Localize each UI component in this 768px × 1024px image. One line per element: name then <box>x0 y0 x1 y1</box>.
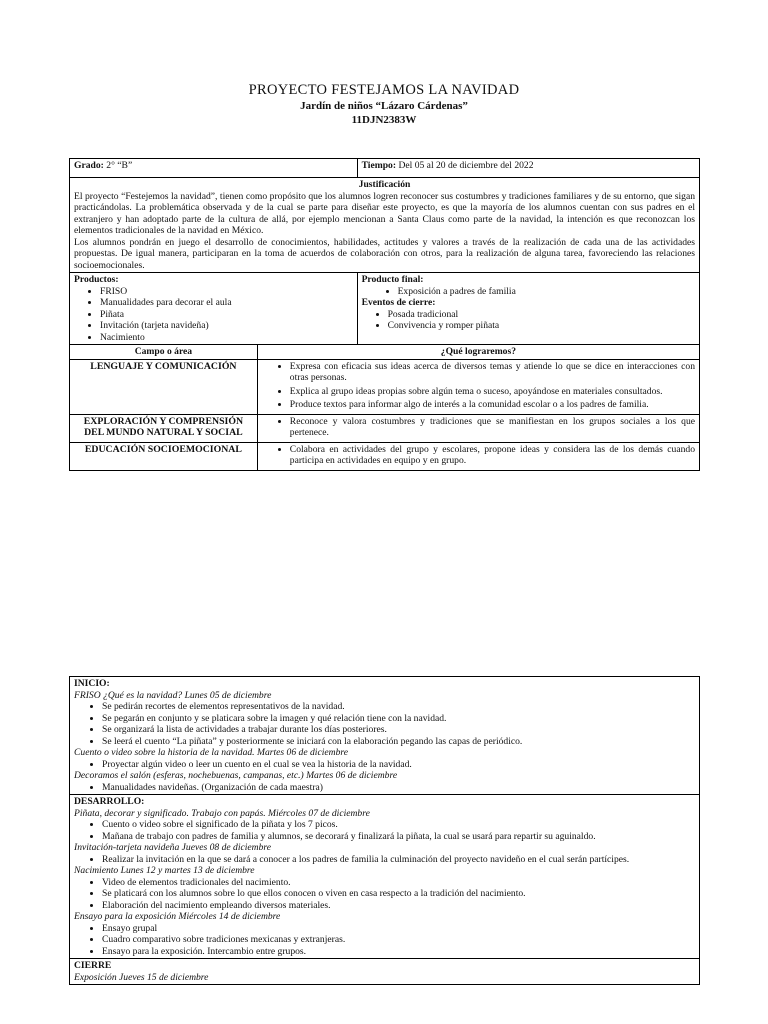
activity-title: FRISO ¿Qué es la navidad? Lunes 05 de diciembre <box>74 689 272 701</box>
list-item: • Produce textos para informar algo de interés a la comunidad escolar o a los padres de familia. <box>290 399 695 411</box>
area-goals <box>257 414 699 442</box>
desarrollo-heading: DESARROLLO: <box>74 796 145 807</box>
list-item: • Realizar la invitación en la que se dará a conocer a los padres de familia la culminación del proyecto navideño en el cual serán partícipes. <box>102 854 695 866</box>
list-item: • Nacimiento <box>100 332 353 344</box>
grado-label: Grado: <box>74 160 104 171</box>
list-item: • Colabora en actividades del grupo y escolares, propone ideas y considera las de los demás cuando participa en actividades en equipo y en grupo. <box>290 444 695 467</box>
school-name: Jardín de niños “Lázaro Cárdenas” <box>300 100 468 112</box>
eventos-cierre-heading: Eventos de cierre: <box>361 297 436 308</box>
list-item: • Manualidades para decorar el aula <box>100 297 353 309</box>
justificacion-heading: Justificación <box>358 179 411 190</box>
activities-table <box>69 676 700 985</box>
table-row <box>70 414 700 442</box>
list-item: • Posada tradicional <box>388 309 695 321</box>
activity-title: Nacimiento Lunes 12 y martes 13 de diciembre <box>74 865 255 876</box>
project-plan-table <box>69 158 700 471</box>
list-item: • Video de elementos tradicionales del nacimiento. <box>102 877 695 889</box>
school-code: 11DJN2383W <box>351 114 417 126</box>
list-item: • FRISO <box>100 286 353 298</box>
producto-final-heading: Producto final: <box>361 274 424 285</box>
area-goals <box>257 359 699 414</box>
list-item: • Se pedirán recortes de elementos representativos de la navidad. <box>102 701 695 713</box>
tiempo-cell <box>357 159 699 178</box>
project-title: PROYECTO FESTEJAMOS LA NAVIDAD <box>248 82 520 98</box>
list-item: • Expresa con eficacia sus ideas acerca de diversos temas y atiende lo que se dice en interacciones con otras personas. <box>290 361 695 384</box>
activity-title: Exposición Jueves 15 de diciembre <box>74 971 209 983</box>
grado-value: 2° “B” <box>106 160 133 171</box>
area-name: EXPLORACIÓN Y COMPRENSIÓN DEL MUNDO NATURAL Y SOCIAL <box>70 414 258 442</box>
area-name: EDUCACIÓN SOCIOEMOCIONAL <box>70 442 258 470</box>
activity-title: Piñata, decorar y significado. Trabajo con papás. Miércoles 07 de diciembre <box>74 807 370 819</box>
list-item: • Cuento o video sobre el significado de la piñata y los 7 picos. <box>102 819 695 831</box>
activity-title: Ensayo para la exposición Miércoles 14 de diciembre <box>74 911 281 922</box>
productos-list <box>74 286 353 344</box>
list-item: • Piñata <box>100 309 353 321</box>
activity-title: Decoramos el salón (esferas, nochebuenas, campanas, etc.) Martes 06 de diciembre <box>74 770 398 781</box>
cierre-section <box>70 959 700 985</box>
table-row <box>70 359 700 414</box>
list-item: • Reconoce y valora costumbres y tradiciones que se manifiestan en los grupos sociales a los que pertenece. <box>290 416 695 439</box>
document-header <box>0 82 768 127</box>
list-item: • Convivencia y romper piñata <box>388 320 695 332</box>
productos-cell <box>70 273 358 345</box>
list-item: • Ensayo grupal <box>102 923 695 935</box>
list-item: • Se pegarán en conjunto y se platicara sobre la imagen y qué relación tiene con la navidad. <box>102 713 695 725</box>
campo-area-header: Campo o área <box>70 345 258 360</box>
activity-title: Cuento o video sobre la historia de la navidad. Martes 06 de diciembre <box>74 747 349 758</box>
eventos-cierre-list <box>362 309 695 332</box>
justificacion-cell <box>70 178 700 273</box>
list-item: • Ensayo para la exposición. Intercambio entre grupos. <box>102 946 695 958</box>
productos-heading: Productos: <box>74 274 119 285</box>
justificacion-paragraph-1: El proyecto “Festejemos la navidad”, tienen como propósito que los alumnos logren reconocer sus costumbres y tradiciones familiares y de su entorno, que sigan practicándolas. La problemática observada y de la cual se parte para diseñar este proyecto, es que la mayoría de los alumnos cuentan con sus padres en el extranjero y han adoptado parte de la cultura de allá, por ejemplo mencionan a Santa Claus como parte de la navidad, la intención es que reconozcan los elementos tradicionales de la navidad en México. <box>74 190 695 236</box>
list-item: • Explica al grupo ideas propias sobre algún tema o suceso, apoyándose en materiales consultados. <box>290 386 695 398</box>
cierre-heading: CIERRE <box>74 960 112 971</box>
list-item: • Cuadro comparativo sobre tradiciones mexicanas y extranjeras. <box>102 934 695 946</box>
list-item: • Mañana de trabajo con padres de familia y alumnos, se decorará y finalizará la piñata, la cual se usará para repartir su aguinaldo. <box>102 831 695 843</box>
inicio-heading: INICIO: <box>74 678 110 689</box>
grado-cell <box>70 159 358 178</box>
list-item: • Exposición a padres de familia <box>398 286 695 298</box>
activity-title: Invitación-tarjeta navideña Jueves 08 de diciembre <box>74 842 272 853</box>
list-item: • Se platicará con los alumnos sobre lo que ellos conocen o viven en casa respecto a la tradición del nacimiento. <box>102 888 695 900</box>
producto-final-list <box>362 286 695 298</box>
que-lograremos-header: ¿Qué lograremos? <box>257 345 699 360</box>
list-item: • Proyectar algún video o leer un cuento en el cual se vea la historia de la navidad. <box>102 759 695 771</box>
desarrollo-section <box>70 795 700 959</box>
list-item: • Se organizará la lista de actividades a trabajar durante los días posteriores. <box>102 724 695 736</box>
tiempo-value: Del 05 al 20 de diciembre del 2022 <box>398 160 534 171</box>
area-name: LENGUAJE Y COMUNICACIÓN <box>70 359 258 414</box>
area-goals <box>257 442 699 470</box>
producto-final-cell <box>357 273 699 345</box>
justificacion-paragraph-2: Los alumnos pondrán en juego el desarrollo de conocimientos, habilidades, actitudes y valores a través de la realización de cada una de las actividades propuestas. De igual manera, participaran en la toma de acuerdos de colaboración con otros, para la realización de alguna tarea, favoreciendo las relaciones socioemocionales. <box>74 236 695 271</box>
inicio-section <box>70 677 700 795</box>
tiempo-label: Tiempo: <box>361 160 397 171</box>
list-item: • Se leerá el cuento “La piñata” y posteriormente se iniciará con la elaboración pegando las capas de periódico. <box>102 736 695 748</box>
list-item: • Manualidades navideñas. (Organización de cada maestra) <box>102 782 695 794</box>
list-item: • Elaboración del nacimiento empleando diversos materiales. <box>102 900 695 912</box>
table-row <box>70 442 700 470</box>
list-item: • Invitación (tarjeta navideña) <box>100 320 353 332</box>
